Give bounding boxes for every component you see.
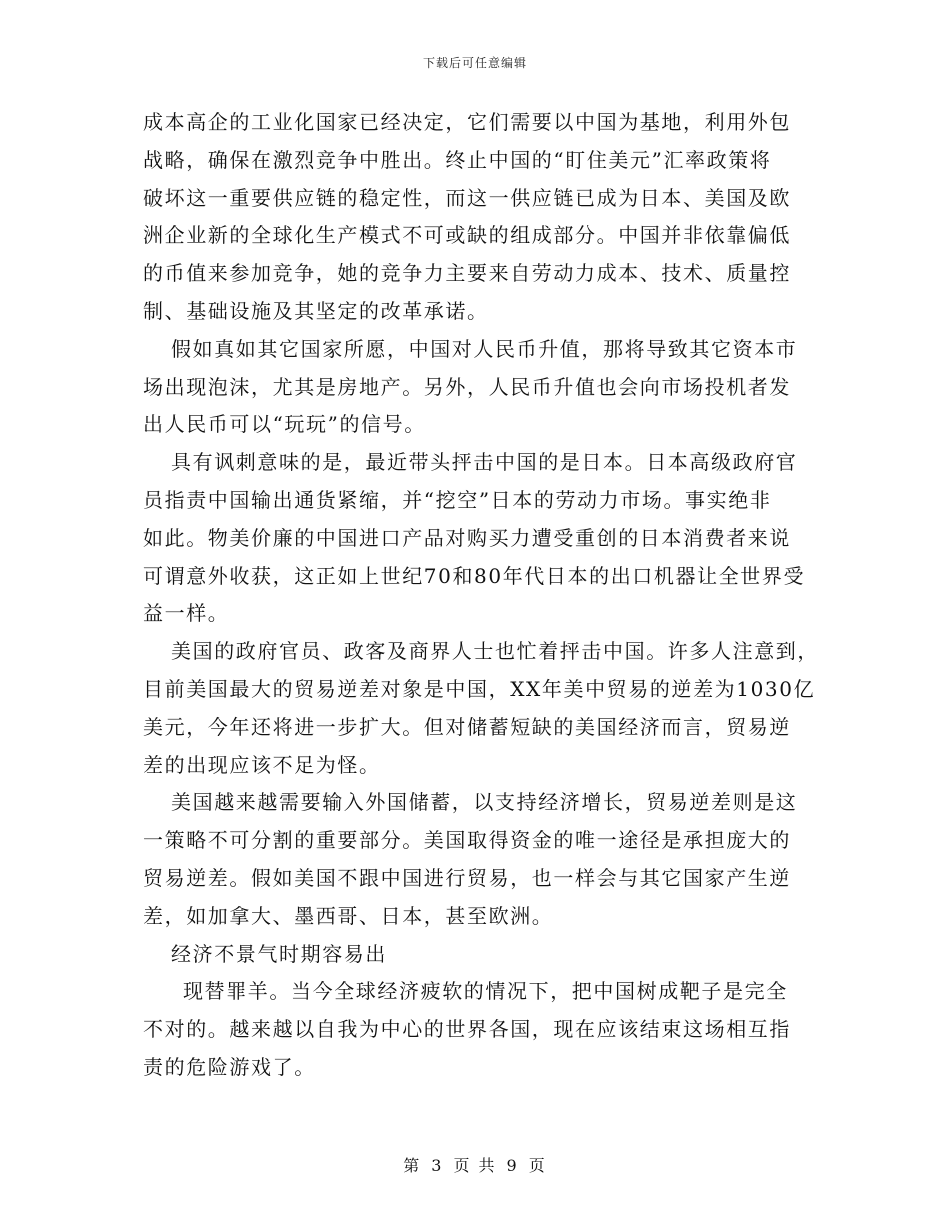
text-line: 经济不景气时期容易出 [171,941,387,966]
page-label-mid: 页 共 [453,1156,497,1175]
text-line: 的币值来参加竞争，她的竞争力主要来自劳动力成本、技术、质量控 [143,261,791,286]
page-header: 下载后可任意编辑 [422,56,527,70]
text-line: 可谓意外收获，这正如上世纪70和80年代日本的出口机器让全世界受 [143,563,806,588]
paragraph-2 [143,331,833,444]
text-line: 美国的政府官员、政客及商界人士也忙着抨击中国。许多人注意到， [171,639,819,664]
page-label-suffix: 页 [528,1156,547,1175]
paragraph-6 [143,936,833,974]
text-line: 战略，确保在激烈竞争中胜出。终止中国的“盯住美元”汇率政策将 [143,147,772,172]
text-line: 不对的。越来越以自我为中心的世界各国，现在应该结束这场相互指 [143,1017,791,1042]
text-line: 假如真如其它国家所愿，中国对人民币升值，那将导致其它资本市 [171,336,798,361]
paragraph-5 [143,784,833,935]
text-line: 差，如加拿大、墨西哥、日本，甚至欧洲。 [143,903,554,928]
text-line: 制、基础设施及其坚定的改革承诺。 [143,298,489,323]
paragraph-4 [143,633,833,784]
paragraph-1 [143,104,833,331]
text-line: 场出现泡沫，尤其是房地产。另外，人民币升值也会向市场投机者发 [143,374,791,399]
paragraph-7 [143,973,833,1086]
page-footer [0,1153,950,1176]
current-page-number: 3 [431,1156,444,1175]
text-line: 出人民币可以“玩玩”的信号。 [143,412,426,437]
text-line: 差的出现应该不足为怪。 [143,752,381,777]
total-pages-number: 9 [506,1156,519,1175]
text-line: 贸易逆差。假如美国不跟中国进行贸易，也一样会与其它国家产生逆 [143,865,791,890]
text-line: 现替罪羊。当今全球经济疲软的情况下，把中国树成靶子是完全 [183,979,788,1004]
document-body [143,104,833,1087]
text-line: 责的危险游戏了。 [143,1054,316,1079]
text-line: 美国越来越需要输入外国储蓄，以支持经济增长，贸易逆差则是这 [171,790,798,815]
text-line: 一策略不可分割的重要部分。美国取得资金的唯一途径是承担庞大的 [143,828,791,853]
paragraph-3 [143,444,833,633]
text-line: 美元，今年还将进一步扩大。但对储蓄短缺的美国经济而言，贸易逆 [143,714,791,739]
text-line: 如此。物美价廉的中国进口产品对购买力遭受重创的日本消费者来说 [143,525,791,550]
text-line: 成本高企的工业化国家已经决定，它们需要以中国为基地，利用外包 [143,110,791,134]
text-line: 员指责中国输出通货紧缩，并“挖空”日本的劳动力市场。事实绝非 [143,487,772,512]
text-line: 洲企业新的全球化生产模式不可或缺的组成部分。中国并非依靠偏低 [143,223,791,248]
page-label-prefix: 第 [403,1156,422,1175]
text-line: 目前美国最大的贸易逆差对象是中国，XX年美中贸易的逆差为1030亿 [143,676,816,701]
text-line: 益一样。 [143,601,230,626]
text-line: 具有讽刺意味的是，最近带头抨击中国的是日本。日本高级政府官 [171,450,798,475]
text-line: 破坏这一重要供应链的稳定性，而这一供应链已成为日本、美国及欧 [143,185,791,210]
